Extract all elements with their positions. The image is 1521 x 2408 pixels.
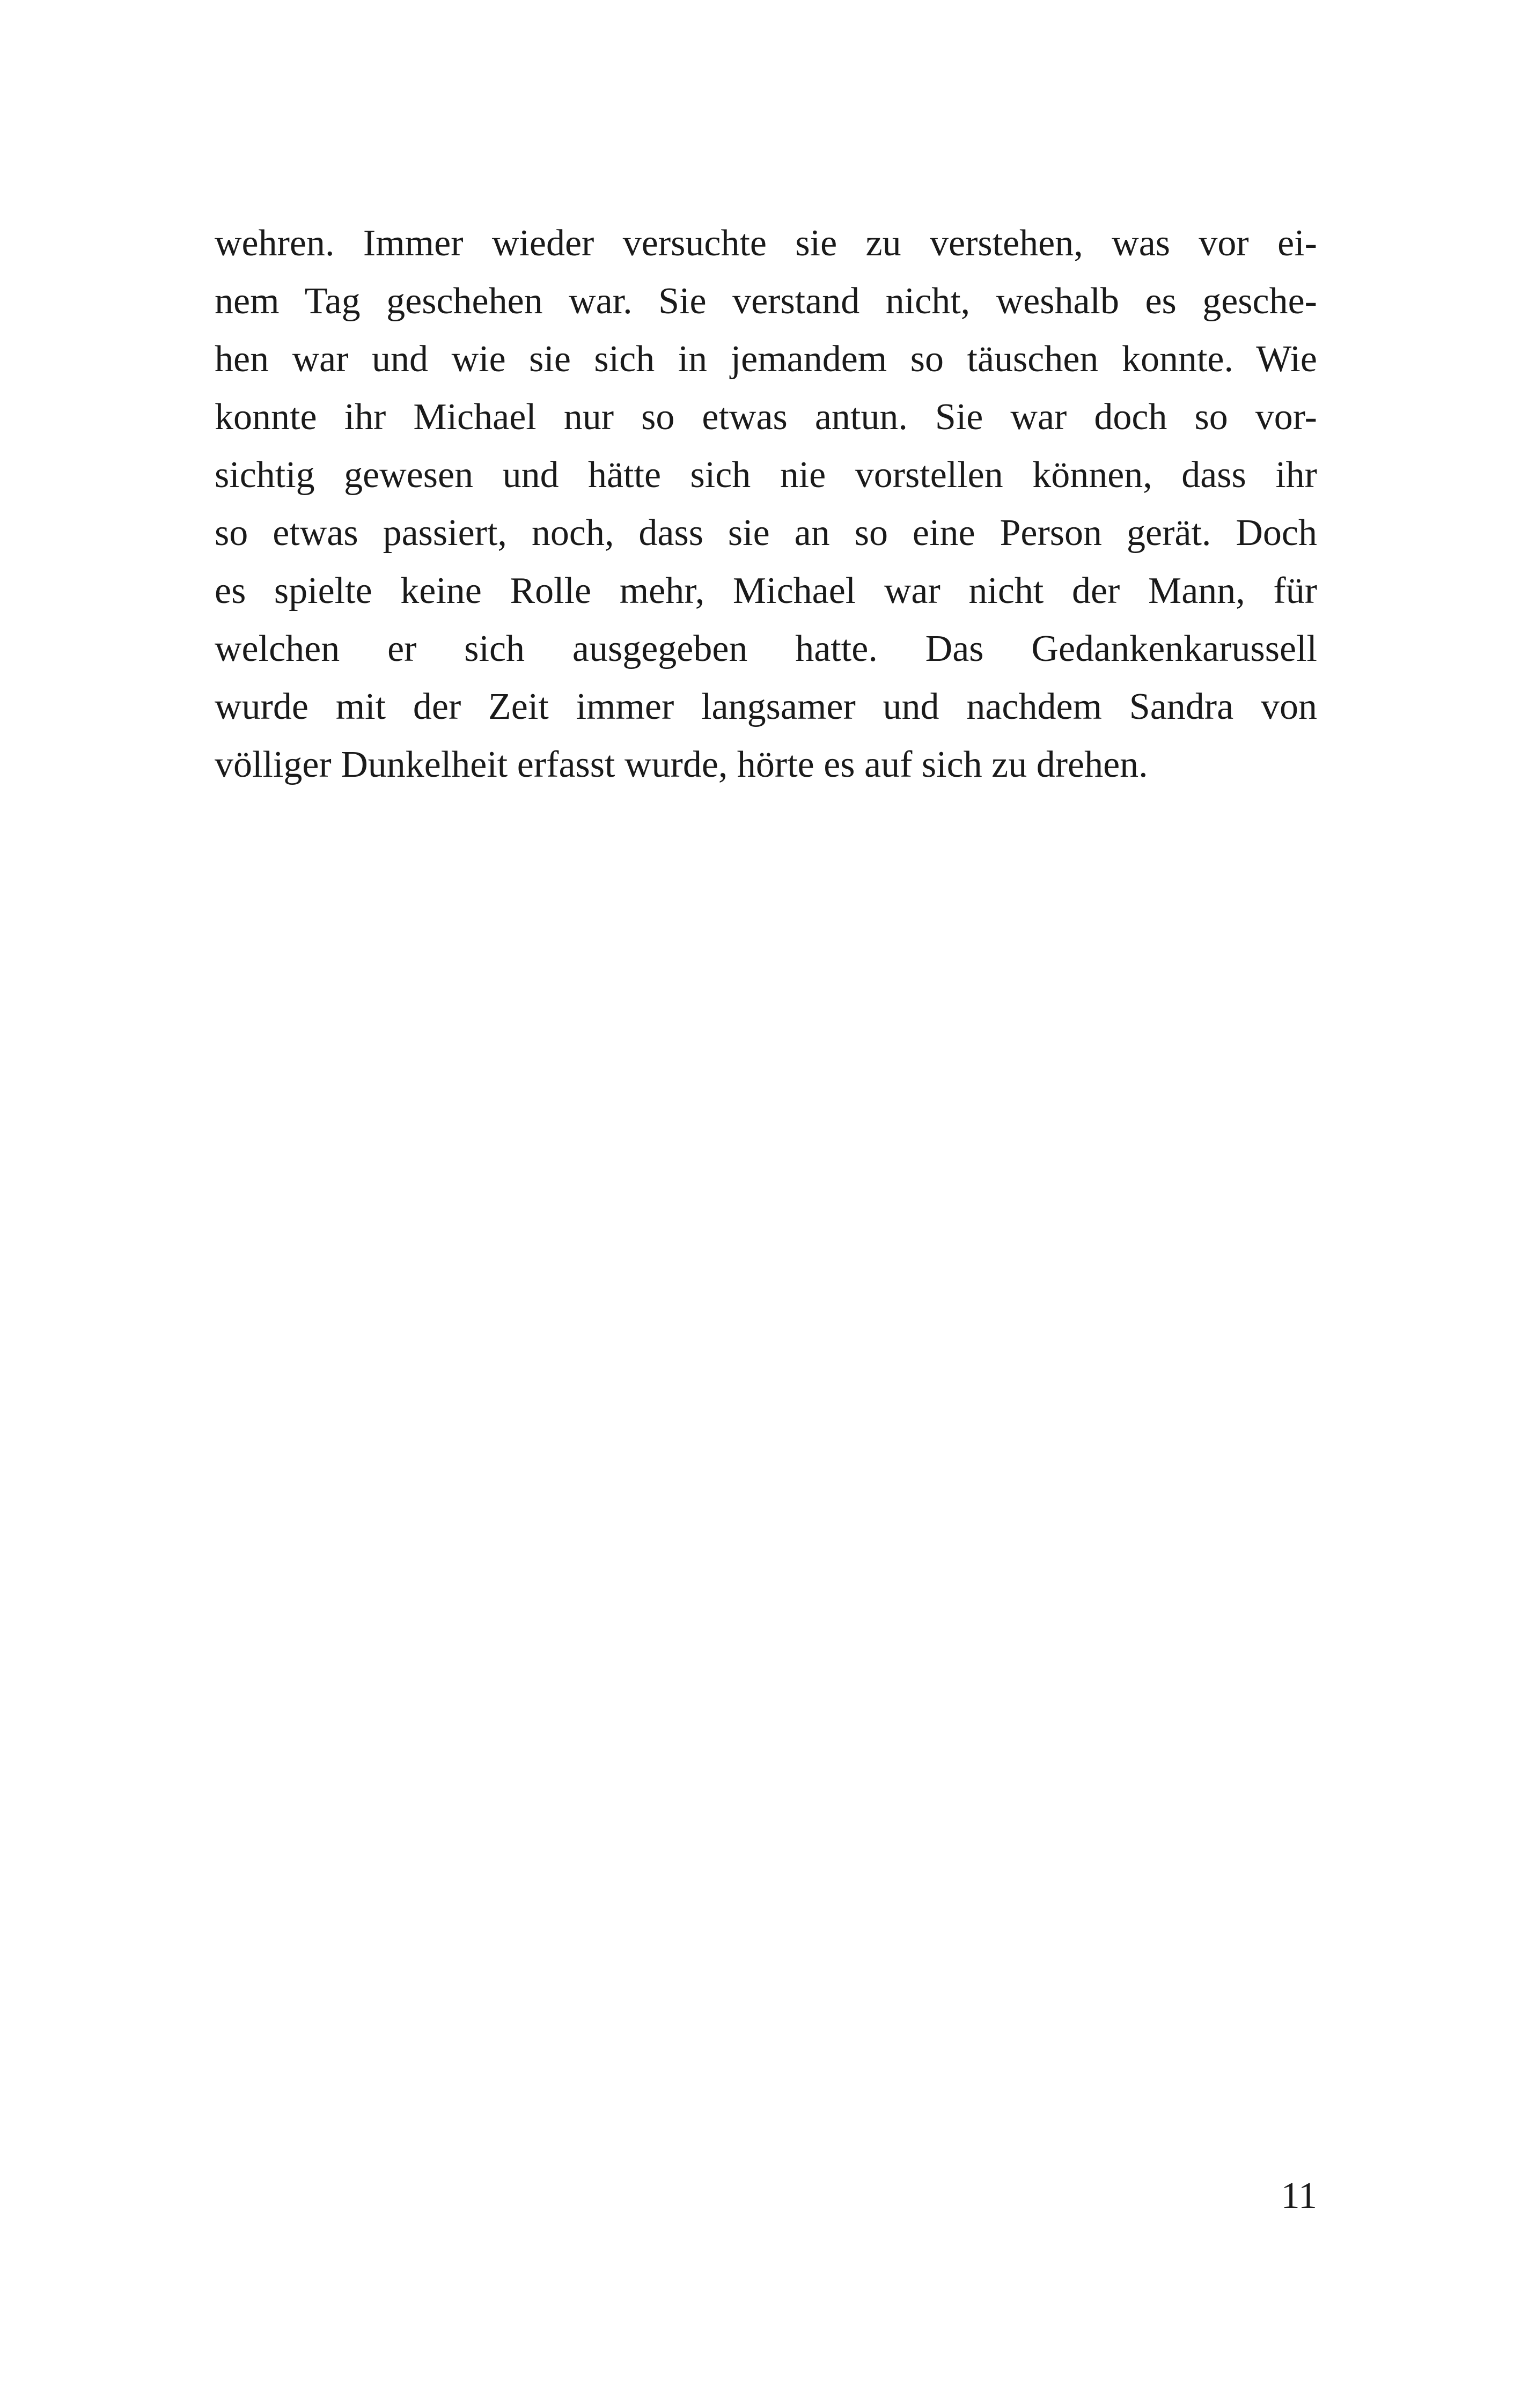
text-line: es spielte keine Rolle mehr, Michael war nicht der Mann, für xyxy=(215,570,1317,612)
text-line: so etwas passiert, noch, dass sie an so eine Person gerät. Doch xyxy=(215,512,1317,554)
text-line: völliger Dunkelheit erfasst wurde, hörte es auf sich zu drehen. xyxy=(215,744,1148,785)
page-number: 11 xyxy=(1281,2175,1317,2216)
text-line: sichtig gewesen und hätte sich nie vorstellen können, dass ihr xyxy=(215,454,1317,496)
text-line: nem Tag geschehen war. Sie verstand nicht, weshalb es gesche- xyxy=(215,281,1317,322)
text-line: wurde mit der Zeit immer langsamer und nachdem Sandra von xyxy=(215,686,1317,727)
text-line: konnte ihr Michael nur so etwas antun. Sie war doch so vor- xyxy=(215,396,1317,438)
text-line: welchen er sich ausgegeben hatte. Das Gedankenkarussell xyxy=(215,628,1317,669)
text-line: hen war und wie sie sich in jemandem so täuschen konnte. Wie xyxy=(215,338,1317,380)
body-paragraph xyxy=(215,215,1317,794)
text-line: wehren. Immer wieder versuchte sie zu verstehen, was vor ei- xyxy=(215,223,1317,264)
